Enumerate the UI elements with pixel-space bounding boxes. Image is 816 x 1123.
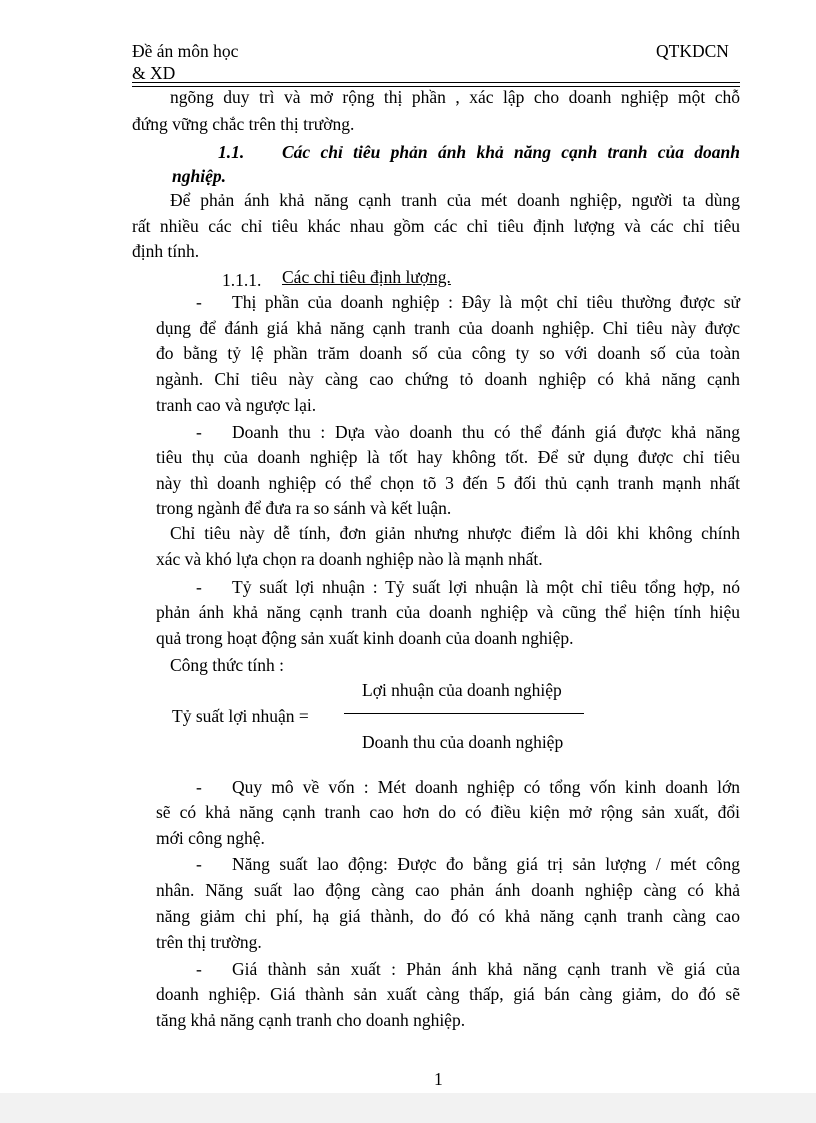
- subsection-title: Các chỉ tiêu định lượng.: [282, 267, 451, 287]
- bullet-line: đo bằng tỷ lệ phần trăm doanh số của công ty so với doanh số của toàn: [156, 343, 740, 363]
- bullet-dash: -: [196, 292, 202, 312]
- bullet-line: ngành. Chỉ tiêu này càng cao chứng tỏ doanh nghiệp có khả năng cạnh: [156, 369, 740, 389]
- bullet-dash: -: [196, 777, 202, 797]
- formula-intro: Công thức tính :: [170, 655, 284, 675]
- bullet-line: dụng để đánh giá khả năng cạnh tranh của doanh nghiệp. Chỉ tiêu này được: [156, 318, 740, 338]
- section-title: Các chỉ tiêu phản ánh khả năng cạnh tranh của doanh: [282, 142, 740, 162]
- bullet-line: phản ánh khả năng cạnh tranh của doanh nghiệp và cũng thể hiện tính hiệu: [156, 602, 740, 622]
- bullet-line: mới công nghệ.: [156, 828, 265, 848]
- header-rule-top: [132, 82, 740, 83]
- paragraph-line: ngõng duy trì và mở rộng thị phần , xác lập cho doanh nghiệp một chỗ: [170, 87, 740, 107]
- header-left-line1: Đề án môn học: [132, 41, 239, 61]
- section-title-cont: nghiệp.: [172, 166, 226, 186]
- bullet-line: nhân. Năng suất lao động càng cao phản ánh doanh nghiệp càng có khả: [156, 880, 740, 900]
- bullet-dash: -: [196, 577, 202, 597]
- bullet-line: trong ngành để đưa ra so sánh và kết luận.: [156, 498, 452, 518]
- bullet-line: Quy mô về vốn : Mét doanh nghiệp có tổng vốn kinh doanh lớn: [232, 777, 740, 797]
- formula-lhs: Tỷ suất lợi nhuận =: [172, 706, 309, 726]
- bullet-line: năng giảm chi phí, hạ giá thành, do đó có khả năng cạnh tranh càng cao: [156, 906, 740, 926]
- formula-numerator: Lợi nhuận của doanh nghiệp: [362, 680, 562, 700]
- bullet-line: tiêu thụ của doanh nghiệp là tốt hay không tốt. Để sử dụng được chỉ tiêu: [156, 447, 740, 467]
- bullet-line: Giá thành sản xuất : Phản ánh khả năng cạnh tranh về giá của: [232, 959, 740, 979]
- bullet-line: tăng khả năng cạnh tranh cho doanh nghiệp.: [156, 1010, 466, 1030]
- subsection-number: 1.1.1.: [222, 270, 262, 290]
- paragraph-line: rất nhiều các chỉ tiêu khác nhau gồm các chỉ tiêu định lượng và các chỉ tiêu: [132, 216, 740, 236]
- formula-denominator: Doanh thu của doanh nghiệp: [362, 732, 564, 752]
- header-left-line2: & XD: [132, 63, 176, 83]
- section-number: 1.1.: [218, 142, 245, 162]
- bullet-line: quả trong hoạt động sản xuất kinh doanh của doanh nghiệp.: [156, 628, 574, 648]
- bullet-line: doanh nghiệp. Giá thành sản xuất càng thấp, giá bán càng giảm, do đó sẽ: [156, 984, 740, 1004]
- bullet-line: Năng suất lao động: Được đo bằng giá trị sản lượng / mét công: [232, 854, 740, 874]
- bullet-line: Tỷ suất lợi nhuận : Tỷ suất lợi nhuận là một chỉ tiêu tổng hợp, nó: [232, 577, 740, 597]
- formula-fraction-bar: [344, 713, 584, 714]
- bullet-line: trên thị trường.: [156, 932, 262, 952]
- bullet-dash: -: [196, 854, 202, 874]
- paragraph-line: định tính.: [132, 241, 200, 261]
- bullet-line: Doanh thu : Dựa vào doanh thu có thể đánh giá được khả năng: [232, 422, 740, 442]
- paragraph-line: xác và khó lựa chọn ra doanh nghiệp nào là mạnh nhất.: [156, 549, 543, 569]
- header-right: QTKDCN: [656, 41, 729, 61]
- bullet-line: sẽ có khả năng cạnh tranh cao hơn do có điều kiện mở rộng sản xuất, đổi: [156, 802, 740, 822]
- bullet-dash: -: [196, 959, 202, 979]
- bullet-line: tranh cao và ngược lại.: [156, 395, 317, 415]
- page-bottom-margin: [0, 1093, 816, 1123]
- bullet-line: này thì doanh nghiệp có thể chọn tõ 3 đến 5 đối thủ cạnh tranh mạnh nhất: [156, 473, 740, 493]
- bullet-line: Thị phần của doanh nghiệp : Đây là một chỉ tiêu thường được sử: [232, 292, 740, 312]
- paragraph-line: Để phản ánh khả năng cạnh tranh của mét doanh nghiệp, người ta dùng: [170, 190, 740, 210]
- paragraph-line: Chỉ tiêu này dễ tính, đơn giản nhưng nhược điểm là dôi khi không chính: [170, 523, 740, 543]
- page-number: 1: [434, 1069, 443, 1089]
- paragraph-line: đứng vững chắc trên thị trường.: [132, 114, 355, 134]
- bullet-dash: -: [196, 422, 202, 442]
